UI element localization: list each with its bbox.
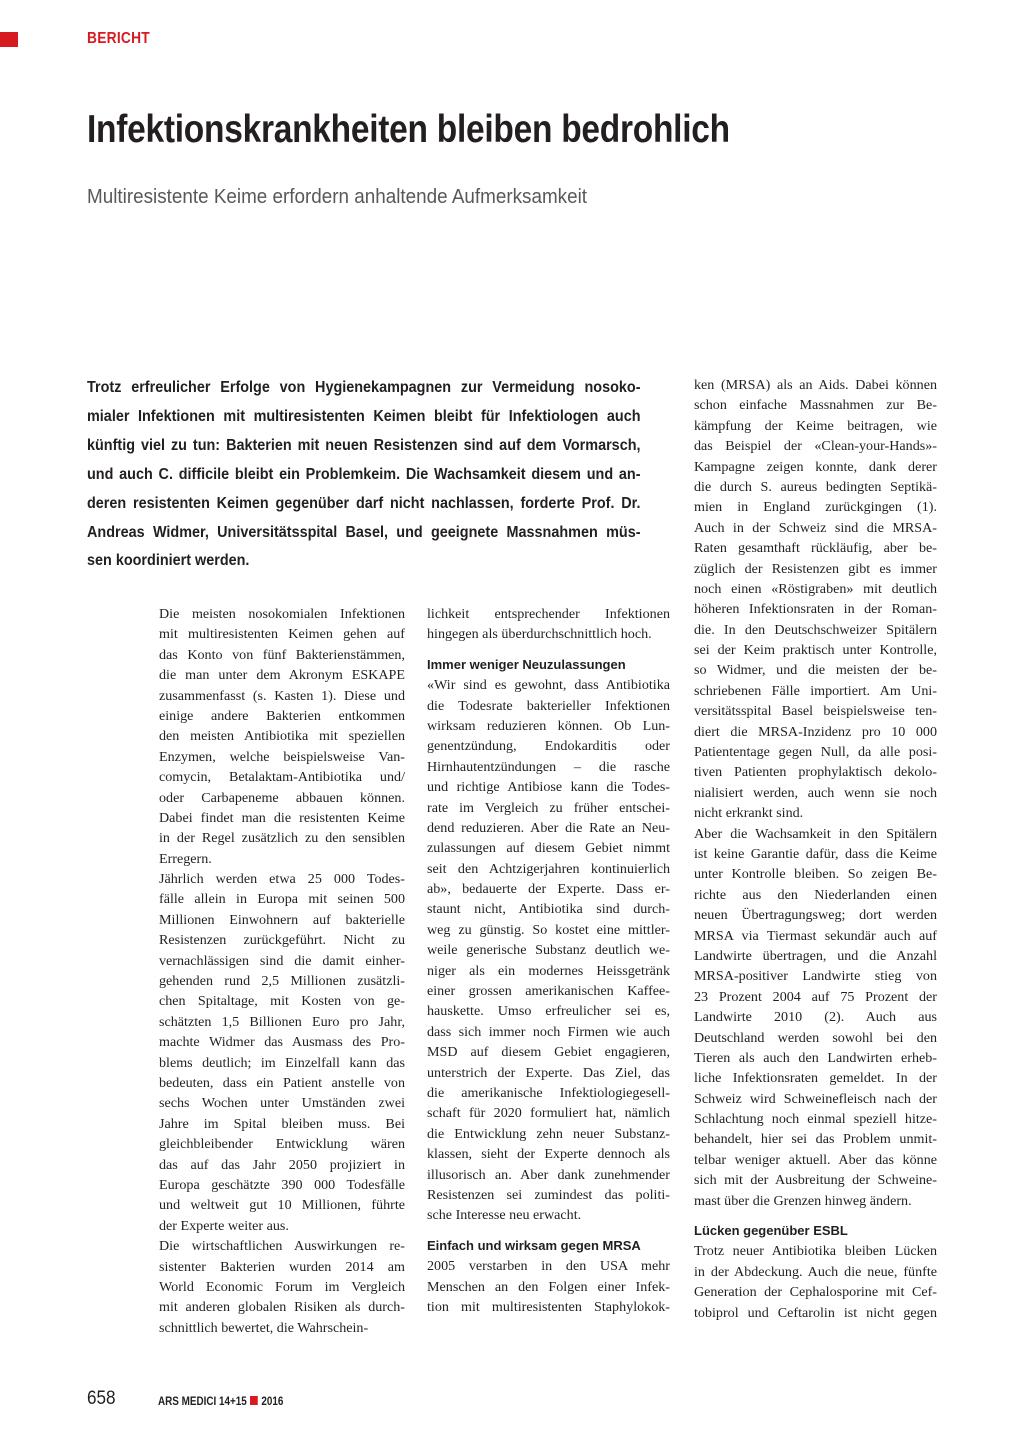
text-line: Tieren als auch den Landwirten erheb- (694, 1049, 937, 1066)
spacer (427, 645, 670, 655)
text-line: das auf das Jahr 2050 projiziert in (159, 1156, 405, 1173)
text-line: Kampagne zeigen konnte, dank derer (694, 458, 937, 475)
lead-line: Andreas Widmer, Universitätsspital Basel, und geeignete Massnahmen müs- (87, 523, 641, 541)
text-line: die durch S. aureus bedingten Septikä- (694, 478, 937, 495)
article-subtitle: Multiresistente Keime erfordern anhaltende Aufmerksamkeit (87, 185, 588, 208)
text-line: sche Interesse neu erwacht. (427, 1207, 582, 1224)
text-line: Aber die Wachsamkeit in den Spitälern (694, 825, 937, 842)
text-line: Landwirte übertragen, und die Anzahl (694, 947, 937, 964)
text-line: die Entwicklung zehn neuer Substanz- (427, 1125, 670, 1142)
magazine-year: 2016 (261, 1396, 284, 1408)
text-line: bedeuten, dass ein Patient anstelle von (159, 1074, 405, 1091)
text-line: Die wirtschaftlichen Auswirkungen re- (159, 1238, 405, 1255)
separator-square (250, 1396, 258, 1405)
text-line: machte Widmer das Ausmass des Pro- (159, 1034, 405, 1051)
text-line: Erregern. (159, 850, 212, 867)
text-line: tiven Patienten prophylaktisch dekolo- (694, 764, 937, 781)
text-line: die man unter dem Akronym ESKAPE (159, 667, 405, 684)
text-line: Landwirte 2010 (2). Auch aus (694, 1009, 937, 1026)
text-line: klassen, sieht der Experte dennoch als (427, 1146, 670, 1163)
text-line: dend reduzieren. Aber die Rate an Neu- (427, 819, 670, 836)
text-line: sistenter Bakterien wurden 2014 am (159, 1258, 405, 1275)
text-line: mast über die Grenzen hinweg ändern. (694, 1192, 912, 1209)
magazine-name: ARS MEDICI 14+15 (158, 1396, 247, 1408)
text-line: hingegen als überdurchschnittlich hoch. (427, 626, 652, 643)
section-heading: Lücken gegenüber ESBL (694, 1223, 848, 1239)
text-line: oder Carbapeneme abbauen können. (159, 789, 405, 806)
text-line: ist keine Garantie dafür, dass die Keime (694, 845, 937, 862)
lead-line: Trotz erfreulicher Erfolge von Hygienekampagnen zur Vermeidung nosoko- (87, 379, 641, 396)
text-line: mit multiresistenten Keimen gehen auf (159, 626, 405, 643)
text-line: der Experte weiter aus. (159, 1217, 289, 1234)
text-line: Jährlich werden etwa 25 000 Todes- (159, 871, 405, 888)
text-line: und weltweit gut 10 Millionen, führte (159, 1197, 405, 1214)
text-line: Schlachtung noch einmal speziell hitze- (694, 1111, 937, 1128)
text-line: comycin, Betalaktam-Antibiotika und/ (159, 769, 405, 786)
text-line: hauskette. Umso erfreulicher sei es, (427, 1003, 670, 1020)
text-line: gehenden rund 2,5 Millionen zusätzli- (159, 973, 405, 990)
lead-line: künftig viel zu tun: Bakterien mit neuen Resistenzen sind auf dem Vormarsch, (87, 436, 641, 454)
text-line: Europa geschätzte 390 000 Todesfälle (159, 1176, 405, 1193)
text-line: Schweiz wird Schweinefleisch nach der (694, 1090, 937, 1107)
text-line: sich mit der Ausbreitung der Schweine- (694, 1172, 937, 1189)
text-line: chen Spitaltage, mit Kosten von ge- (159, 993, 405, 1010)
text-line: züglich der Resistenzen gibt es immer (694, 560, 937, 577)
text-line: schätzten 1,5 Billionen Euro pro Jahr, (159, 1013, 405, 1030)
text-line: weg zu günstig. So kostet eine mittler- (427, 921, 670, 938)
text-line: dass sich immer noch Firmen wie auch (427, 1023, 670, 1040)
text-line: sechs Wochen unter Umständen zwei (159, 1095, 405, 1112)
text-line: Auch in der Schweiz sind die MRSA- (694, 519, 937, 536)
text-line: nicht erkrankt sind. (694, 805, 804, 822)
text-line: 23 Prozent 2004 auf 75 Prozent der (694, 988, 937, 1005)
section-heading: Einfach und wirksam gegen MRSA (427, 1237, 641, 1253)
text-line: telbar weniger aktuell. Aber das könne (694, 1151, 937, 1168)
text-line: ab», bedauerte der Experte. Dass er- (427, 881, 670, 898)
text-line: so Widmer, und die meisten der be- (694, 662, 937, 679)
text-line: Raten gesamthaft rückläufig, aber be- (694, 540, 937, 557)
text-line: einige andere Bakterien entkommen (159, 707, 405, 724)
text-line: weile generische Substanz deutlich we- (427, 942, 670, 959)
text-line: fälle allein in Europa mit seinen 500 (159, 891, 405, 908)
lead-line: sen koordiniert werden. (87, 552, 250, 570)
text-line: lichkeit entsprechender Infektionen (427, 606, 670, 622)
text-line: Resistenzen zurückgeführt. Nicht zu (159, 932, 405, 949)
text-line: behandelt, hier sei das Problem unmit- (694, 1131, 937, 1148)
text-line: rate im Vergleich zu früher entschei- (427, 799, 670, 816)
section-label: BERICHT (87, 30, 150, 47)
text-line: höheren Infektionsraten in der Roman- (694, 601, 937, 618)
text-line: das Konto von fünf Bakterienstämmen, (159, 646, 405, 663)
text-line: Patiententage gegen Null, da alle posi- (694, 744, 937, 761)
text-line: einer grossen amerikanischen Kaffee- (427, 983, 670, 1000)
text-line: seit den Achtzigerjahren kontinuierlich (427, 860, 670, 877)
text-line: ken (MRSA) als an Aids. Dabei können (694, 377, 937, 393)
text-line: unter Kontrolle bleiben. So zeigen Be- (694, 866, 937, 883)
article-title: Infektionskrankheiten bleiben bedrohlich (87, 108, 730, 151)
text-line: liche Infektionsraten gemeldet. In der (694, 1070, 937, 1087)
text-line: niger als ein modernes Heissgetränk (427, 962, 670, 979)
text-line: «Wir sind es gewohnt, dass Antibiotika (427, 677, 670, 694)
text-line: Die meisten nosokomialen Infektionen (159, 606, 405, 622)
text-line: Resistenzen sei zumindest das politi- (427, 1186, 670, 1203)
text-line: staunt nicht, Antibiotika sind durch- (427, 901, 670, 918)
text-column-1 (159, 604, 405, 1338)
text-line: die. In den Deutschschweizer Spitälern (694, 621, 937, 638)
text-line: tion mit multiresistenten Staphylokok- (427, 1298, 670, 1315)
text-line: Generation der Cephalosporine mit Cef- (694, 1284, 937, 1301)
text-line: in der Abdeckung. Auch die neue, fünfte (694, 1263, 937, 1280)
text-line: versitätsspital Basel beispielsweise ten- (694, 703, 937, 720)
text-line: schnittlich bewertet, die Wahrschein- (159, 1319, 369, 1336)
lead-paragraph (87, 374, 641, 576)
section-heading: Immer weniger Neuzulassungen (427, 656, 626, 672)
lead-line: mialer Infektionen mit multiresistenten Keimen bleibt für Infektiologen auch (87, 407, 641, 425)
text-line: Deutschland werden sowohl bei den (694, 1029, 937, 1046)
text-line: MRSA via Tiermast sekundär auch auf (694, 927, 937, 944)
text-line: die amerikanische Infektiologiegesell- (427, 1084, 670, 1101)
text-line: den meisten Antibiotika mit speziellen (159, 728, 405, 745)
text-line: mit anderen globalen Risiken als durch- (159, 1299, 405, 1316)
page-number: 658 (87, 1388, 116, 1409)
text-line: Millionen Einwohnern auf bakterielle (159, 911, 405, 928)
spacer (427, 1226, 670, 1236)
text-line: neuen Übertragungsweg; dort werden (694, 907, 937, 924)
text-line: richte aus den Niederlanden einen (694, 886, 937, 903)
text-line: Enzymen, welche beispielsweise Van- (159, 748, 405, 765)
text-line: MRSA-positiver Landwirte stieg von (694, 968, 937, 985)
text-line: mien in England zurückgingen (1). (694, 499, 937, 516)
text-line: 2005 verstarben in den USA mehr (427, 1258, 670, 1275)
text-line: MSD auf diesem Gebiet engagieren, (427, 1044, 670, 1061)
text-line: und richtige Antibiose kann die Todes- (427, 779, 670, 796)
text-line: Trotz neuer Antibiotika bleiben Lücken (694, 1243, 937, 1260)
text-line: diert die MRSA-Inzidenz pro 10 000 (694, 723, 937, 740)
text-line: schaft für 2020 formuliert hat, nämlich (427, 1105, 670, 1122)
text-line: Dabei findet man die resistenten Keime (159, 809, 405, 826)
text-line: zusammenfasst (s. Kasten 1). Diese und (159, 687, 405, 704)
text-line: noch einen «Röstigraben» mit deutlich (694, 580, 937, 597)
text-line: World Economic Forum im Vergleich (159, 1278, 405, 1295)
text-line: illusorisch an. Aber dank zunehmender (427, 1166, 670, 1183)
lead-line: deren resistenten Keimen gegenüber darf nicht nachlassen, forderte Prof. Dr. (87, 494, 641, 512)
magazine-issue (158, 1396, 283, 1408)
text-line: das Beispiel der «Clean-your-Hands»- (694, 438, 937, 455)
text-line: sei der Keim praktisch unter Kontrolle, (694, 642, 937, 659)
text-line: schon einfache Massnahmen zur Be- (694, 397, 937, 414)
text-line: genentzündung, Endokarditis oder (427, 738, 670, 755)
section-marker (0, 32, 18, 47)
text-line: gleichbleibender Entwicklung wären (159, 1136, 405, 1153)
text-line: tobiprol und Ceftarolin ist nicht gegen (694, 1304, 937, 1321)
spacer (694, 1211, 937, 1221)
text-column-2 (427, 604, 670, 1317)
text-line: die Todesrate bakterieller Infektionen (427, 697, 670, 714)
text-line: blems deutlich; im Einzelfall kann das (159, 1054, 405, 1071)
text-line: unterstrich der Experte. Das Ziel, das (427, 1064, 670, 1081)
text-line: nialisiert werden, auch wenn sie noch (694, 784, 937, 801)
text-line: zulassungen auf diesem Gebiet nimmt (427, 840, 670, 857)
text-line: Hirnhautentzündungen – die rasche (427, 758, 670, 775)
text-line: Jahre im Spital bleiben muss. Bei (159, 1115, 405, 1132)
text-column-3 (694, 375, 937, 1323)
text-line: vernachlässigen sind die damit einher- (159, 952, 405, 969)
text-line: schriebenen Fälle importiert. Am Uni- (694, 682, 937, 699)
text-line: wirksam reduzieren können. Ob Lun- (427, 717, 670, 734)
text-line: kämpfung der Keime beitragen, wie (694, 417, 937, 434)
text-line: Menschen an den Folgen einer Infek- (427, 1278, 670, 1295)
lead-line: und auch C. difficile bleibt ein Problemkeim. Die Wachsamkeit diesem und an- (87, 465, 641, 483)
text-line: in der Regel zusätzlich zu den sensiblen (159, 830, 405, 847)
